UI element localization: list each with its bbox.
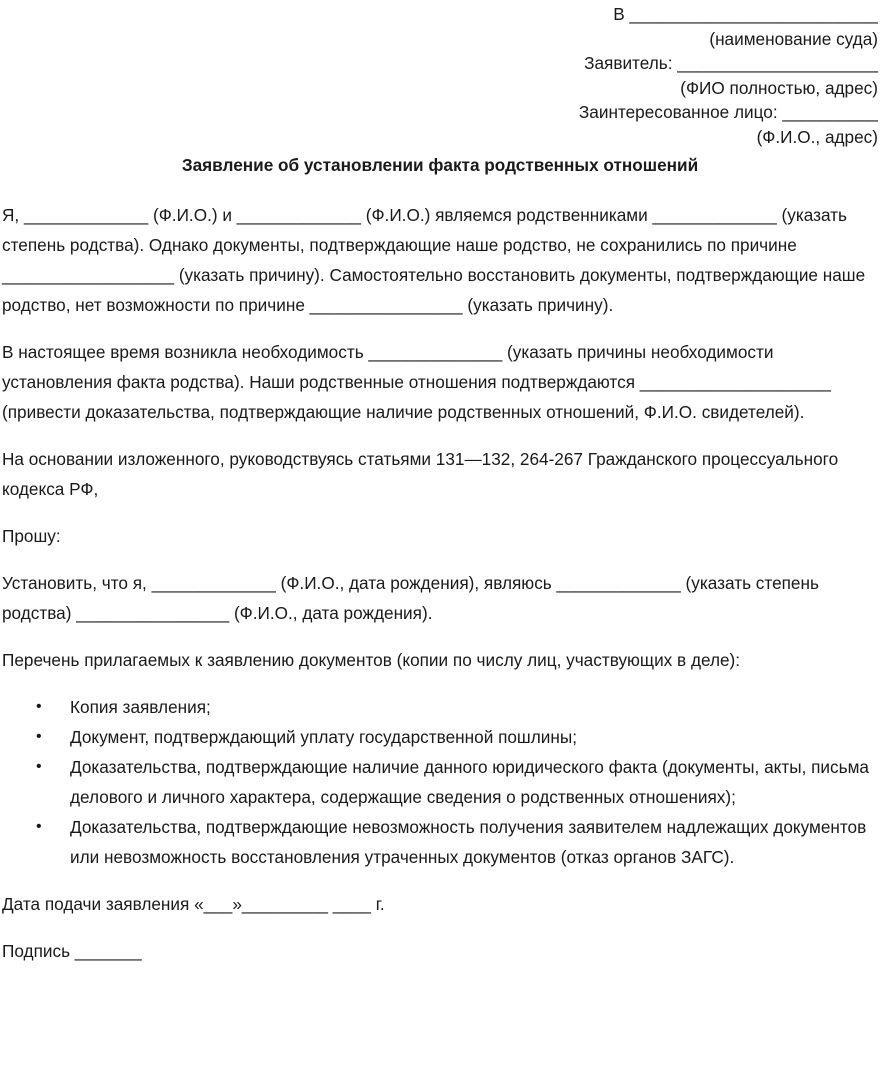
bullet-icon: • <box>36 758 42 775</box>
interested-party-caption: (Ф.И.О., адрес) <box>756 126 878 147</box>
paragraph-necessity: В настоящее время возникла необходимость ______________ (указать причины необходимости установления факта родства). Наши родственные отношения подтверждаются ____________________ (привести доказательства, подтверждающие наличие родственных отношений, Ф.И.О. свидетелей). <box>2 342 831 422</box>
court-line: В __________________________ <box>613 4 878 24</box>
paragraph-request-heading: Прошу: <box>2 526 61 546</box>
applicant-line: Заявитель: _____________________ <box>584 53 878 73</box>
paragraph-legal-basis: На основании изложенного, руководствуясь статьями 131—132, 264-267 Гражданского процессуального кодекса РФ, <box>2 449 839 499</box>
document-body <box>2 200 874 983</box>
court-caption: (наименование суда) <box>709 28 878 49</box>
attachments-list <box>2 692 874 872</box>
document-title: Заявление об установлении факта родственных отношений <box>181 155 699 175</box>
list-item-text: Документ, подтверждающий уплату государственной пошлины; <box>70 727 577 747</box>
paragraph-relationship: Я, _____________ (Ф.И.О.) и _____________ (Ф.И.О.) являемся родственниками _____________ (указать степень родства). Однако документы, подтверждающие наше родство, не сохранились по причине __________________ (указать причину). Самостоятельно восстановить документы, подтверждающие наше родство, нет возможности по причине ________________ (указать причину). <box>2 205 866 315</box>
bullet-icon: • <box>36 818 42 835</box>
bullet-icon: • <box>36 728 42 745</box>
applicant-caption: (ФИО полностью, адрес) <box>680 77 878 98</box>
list-item-text: Копия заявления; <box>70 697 211 717</box>
bullet-icon: • <box>36 698 42 715</box>
list-item <box>2 812 874 872</box>
list-item <box>2 752 874 812</box>
filing-date-line: Дата подачи заявления «___»_________ ____ г. <box>2 894 385 914</box>
list-item-text: Доказательства, подтверждающие наличие данного юридического факта (документы, акты, письма делового и личного характера, содержащие сведения о родственных отношениях); <box>70 757 869 807</box>
list-item <box>2 692 874 722</box>
paragraph-attachments-heading: Перечень прилагаемых к заявлению документов (копии по числу лиц, участвующих в деле): <box>2 650 741 670</box>
signature-line: Подпись _______ <box>2 941 142 961</box>
interested-party-line: Заинтересованное лицо: __________ <box>578 102 878 122</box>
list-item-text: Доказательства, подтверждающие невозможность получения заявителем надлежащих документов или невозможность восстановления утраченных документов (отказ органов ЗАГС). <box>70 817 867 867</box>
paragraph-request: Установить, что я, _____________ (Ф.И.О., дата рождения), являюсь _____________ (указать степень родства) ________________ (Ф.И.О., дата рождения). <box>2 573 819 623</box>
addressee-block <box>538 2 878 149</box>
list-item <box>2 722 874 752</box>
